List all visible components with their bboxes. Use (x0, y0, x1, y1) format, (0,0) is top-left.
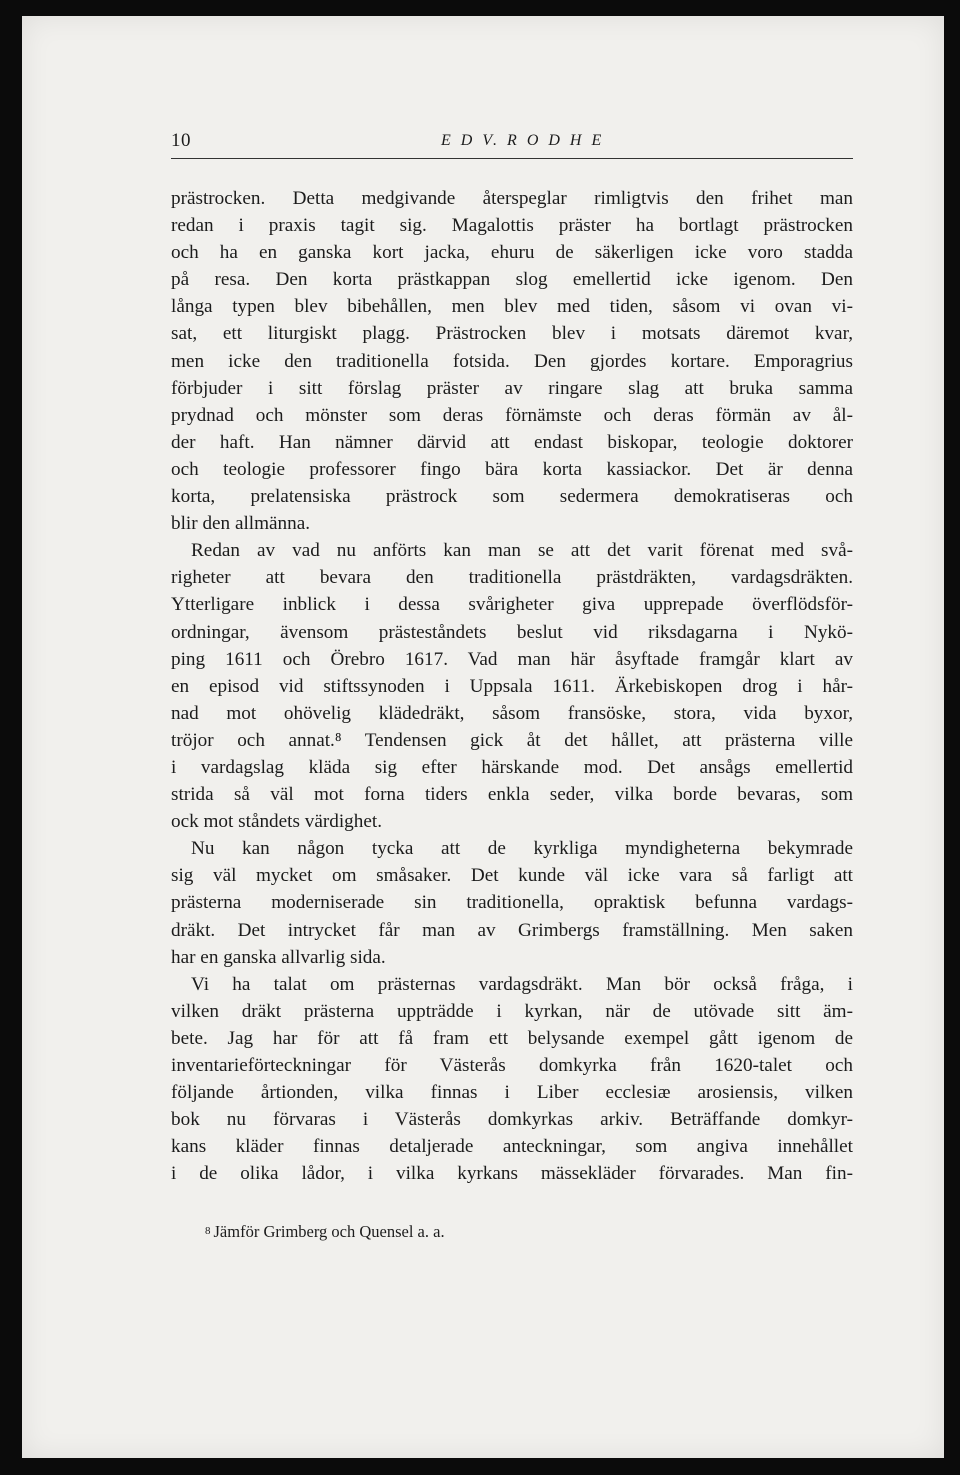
text-line: vilken dräkt prästerna uppträdde i kyrkan, när de utövade sitt äm- (171, 1000, 853, 1022)
text-line: dräkt. Det intrycket får man av Grimbergs framställning. Men saken (171, 919, 853, 941)
footnotes (171, 1220, 853, 1244)
text-line: prästerna moderniserade sin traditionella, opraktisk befunna vardags- (171, 892, 853, 914)
text-line: i vardagslag kläda sig efter härskande mod. Det ansågs emellertid (171, 756, 853, 778)
text-line: har en ganska allvarlig sida. (171, 946, 386, 968)
text-line: ock mot ståndets värdighet. (171, 811, 383, 833)
text-line: en episod vid stiftssynoden i Uppsala 1611. Ärkebiskopen drog i hår- (171, 675, 853, 697)
text-line: sig väl mycket om småsaker. Det kunde väl icke vara så farligt att (171, 865, 853, 887)
text-line: förbjuder i sitt förslag präster av ringare slag att bruka samma (171, 377, 853, 399)
page-number: 10 (171, 130, 191, 151)
text-line: långa typen blev bibehållen, men blev med tiden, såsom vi ovan vi- (171, 296, 853, 318)
text-line: kans kläder finnas detaljerade anteckningar, som angiva innehållet (171, 1136, 853, 1158)
page-header (171, 128, 853, 159)
footnote-text: Jämför Grimberg och Quensel a. a. (213, 1222, 445, 1241)
text-line: strida så väl mot forna tiders enkla seder, vilka borde bevaras, som (171, 784, 853, 806)
text-line: der haft. Han nämner därvid att endast biskopar, teologie doktorer (171, 431, 853, 453)
footnote (171, 1220, 853, 1244)
text-line: ordningar, ävensom prästeståndets beslut vid riksdagarna i Nykö- (171, 621, 853, 643)
text-line: Ytterligare inblick i dessa svårigheter giva upprepade överflödsför- (171, 594, 853, 616)
body-text (171, 185, 853, 1187)
text-line: blir den allmänna. (171, 513, 311, 535)
text-line: redan i praxis tagit sig. Magalottis präster ha bortlagt prästrocken (171, 215, 853, 237)
text-line: sat, ett liturgiskt plagg. Prästrocken blev i motsats däremot kvar, (171, 323, 853, 345)
text-line: ping 1611 och Örebro 1617. Vad man här åsyftade framgår klart av (171, 648, 853, 670)
text-line: följande årtionden, vilka finnas i Liber ecclesiæ arosiensis, vilken (171, 1082, 853, 1104)
paragraph-start-line: Nu kan någon tycka att de kyrkliga myndigheterna bekymrade (191, 838, 853, 860)
text-line: inventarieförteckningar för Västerås domkyrka från 1620-talet och (171, 1055, 853, 1076)
paragraph-start-line: Vi ha talat om prästernas vardagsdräkt. Man bör också fråga, i (191, 973, 853, 995)
text-line: bok nu förvaras i Västerås domkyrkas arkiv. Beträffande domkyr- (171, 1109, 853, 1131)
text-line: och teologie professorer fingo bära korta kassiackor. Det är denna (171, 458, 853, 480)
text-line: righeter att bevara den traditionella prästdräkten, vardagsdräkten. (171, 567, 853, 589)
text-line: korta, prelatensiska prästrock som sedermera demokratiseras och (171, 486, 853, 508)
text-line: prydnad och mönster som deras förnämste och deras förmän av ål- (171, 404, 853, 426)
footnote-mark: 8 (205, 1225, 211, 1237)
text-line: bete. Jag har för att få fram ett belysande exempel gått igenom de (171, 1027, 853, 1049)
paragraph-start-line: Redan av vad nu anförts kan man se att det varit förenat med svå- (191, 540, 853, 562)
text-line: nad mot ohövelig klädedräkt, såsom fransöske, stora, vida byxor, (171, 702, 853, 724)
text-line: tröjor och annat.⁸ Tendensen gick åt det hållet, att prästerna ville (171, 729, 853, 751)
text-line: prästrocken. Detta medgivande återspeglar rimligtvis den frihet man (171, 188, 853, 209)
text-line: men icke den traditionella fotsida. Den gjordes kortare. Emporagrius (171, 350, 853, 372)
running-head: E D V. R O D H E (441, 132, 605, 149)
text-line: i de olika lådor, i vilka kyrkans mässekläder förvarades. Man fin- (171, 1163, 853, 1185)
text-line: och ha en ganska kort jacka, ehuru de säkerligen icke voro stadda (171, 242, 853, 264)
text-line: på resa. Den korta prästkappan slog emellertid icke igenom. Den (171, 269, 853, 291)
